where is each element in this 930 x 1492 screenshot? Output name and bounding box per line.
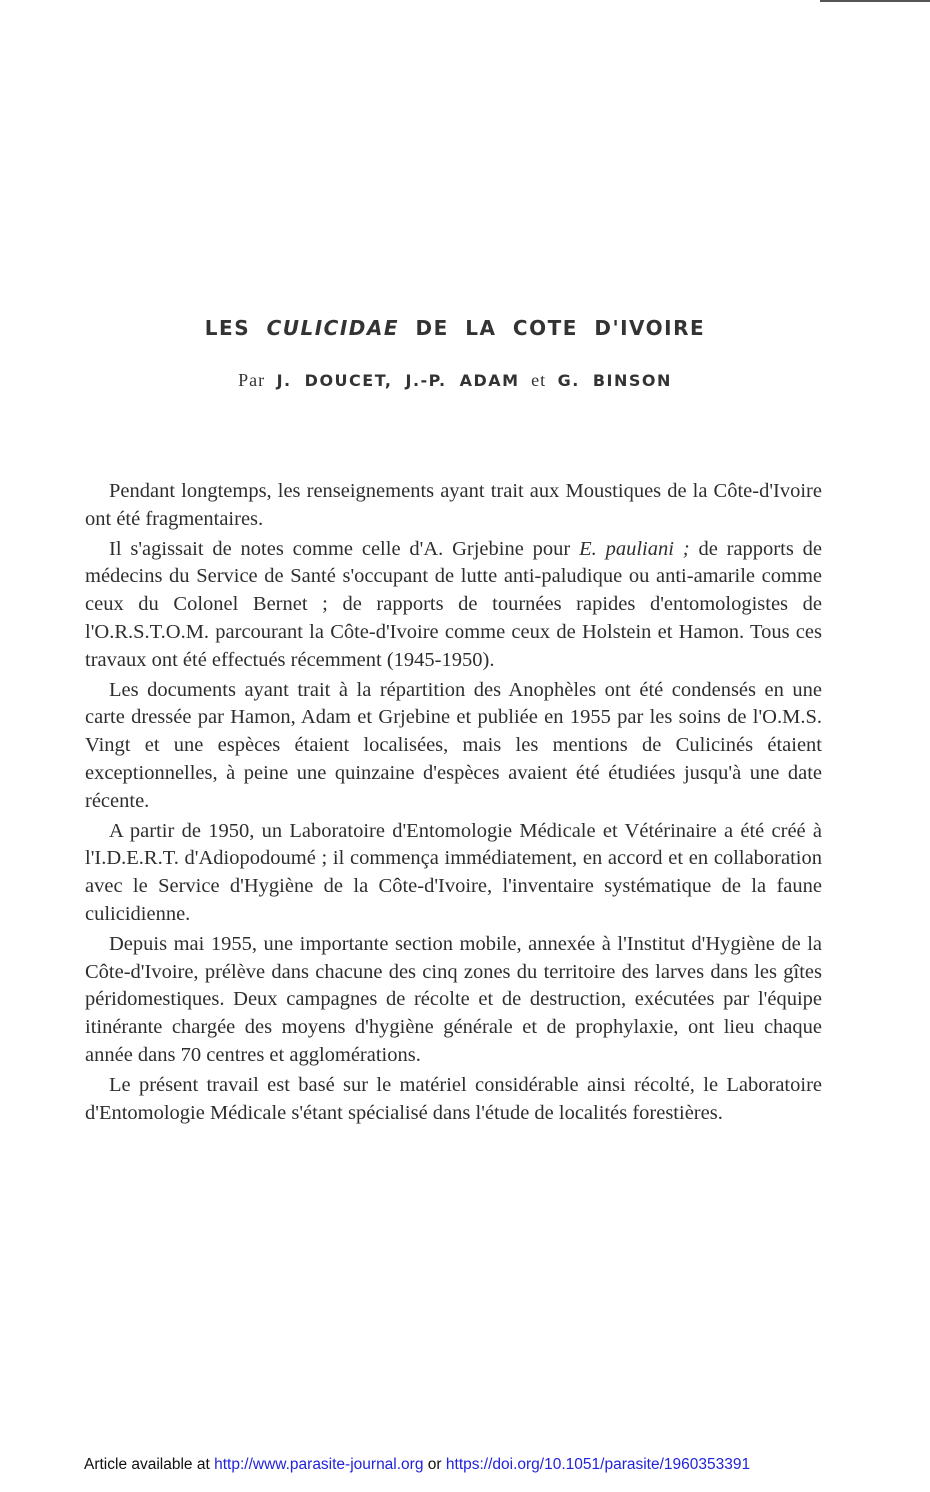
paragraph-2-pre: Il s'agissait de notes comme celle d'A. Grjebine pour (109, 537, 571, 560)
article-title (0, 316, 910, 340)
authors-names: J. DOUCET, J.-P. ADAM (276, 371, 520, 390)
paragraph-2-italic: E. pauliani ; (579, 537, 690, 560)
authors-line (0, 370, 910, 391)
paragraph-4: A partir de 1950, un Laboratoire d'Entomologie Médicale et Vétérinaire a été créé à l'I.D.E.R.T. d'Adiopodoumé ; il commença immédiatement, en accord et en collaboration avec le Service d'Hygiène de la Côte-d'Ivoire, l'inventaire systématique de la faune culicidienne. (85, 819, 822, 925)
article-body (85, 478, 822, 1127)
journal-link[interactable]: http://www.parasite-journal.org (214, 1456, 424, 1473)
paragraph-1: Pendant longtemps, les renseignements ayant trait aux Moustiques de la Côte-d'Ivoire ont été fragmentaires. (85, 480, 822, 530)
footer-connector: or (427, 1456, 442, 1473)
title-pre: LES (204, 316, 251, 341)
title-post: DE LA COTE D'IVOIRE (415, 316, 706, 341)
authors-prefix: Par (238, 370, 266, 390)
paragraph-2 (85, 536, 822, 675)
title-italic: CULICIDAE (266, 316, 400, 341)
footer-citation (84, 1456, 884, 1474)
paragraph-3: Les documents ayant trait à la répartition des Anophèles ont été condensés en une carte dressée par Hamon, Adam et Grjebine et publiée en 1955 par les soins de l'O.M.S. Vingt et une espèces étaient localisées, mais les mentions de Culicinés étaient exceptionnelles, à peine une quinzaine d'espèces avaient été étudiées jusqu'à une date récente. (85, 678, 822, 812)
doi-link[interactable]: https://doi.org/10.1051/parasite/1960353391 (445, 1456, 751, 1473)
footer-prefix: Article available at (84, 1456, 210, 1473)
paragraph-5: Depuis mai 1955, une importante section mobile, annexée à l'Institut d'Hygiène de la Côte-d'Ivoire, prélève dans chacune des cinq zones du territoire des larves dans les gîtes péridomestiques. Deux campagnes de récolte et de destruction, exécutées par l'équipe itinérante chargée des moyens d'hygiène générale et de prophylaxie, ont lieu chaque année dans 70 centres et agglomérations. (85, 932, 822, 1066)
authors-last: G. BINSON (557, 371, 672, 390)
authors-connector: et (531, 370, 547, 390)
paragraph-2-post: de rapports de médecins du Service de Santé s'occupant de lutte anti-paludique ou anti-amarile comme ceux du Colonel Bernet ; de rapports de tournées rapides d'entomologistes de l'O.R.S.T.O.M. parcourant la Côte-d'Ivoire comme ceux de Holstein et Hamon. Tous ces travaux ont été effectués récemment (1945-1950). (85, 537, 822, 671)
corner-rule (820, 0, 930, 2)
paragraph-6: Le présent travail est basé sur le matériel considérable ainsi récolté, le Laboratoire d'Entomologie Médicale s'étant spécialisé dans l'étude de localités forestières. (85, 1073, 822, 1124)
